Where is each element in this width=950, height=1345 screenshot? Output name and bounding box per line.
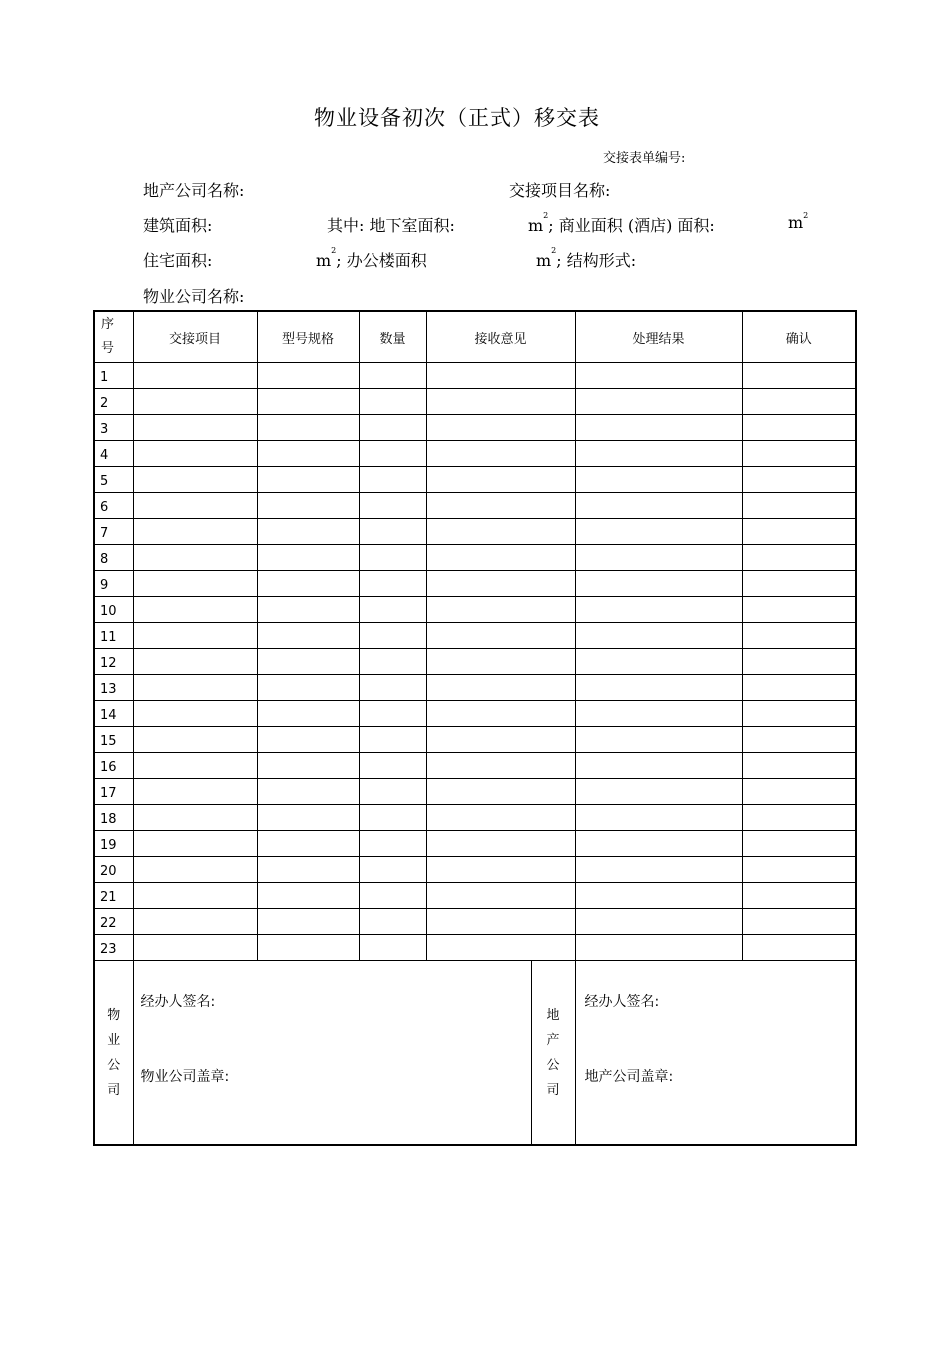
row-number: 6: [94, 493, 133, 519]
table-row: [94, 415, 856, 441]
row-number: 23: [94, 935, 133, 961]
confirm-cell[interactable]: [742, 571, 856, 597]
confirm-cell[interactable]: [742, 727, 856, 753]
table-row: [94, 467, 856, 493]
result-cell[interactable]: [575, 883, 742, 909]
quantity-cell[interactable]: [359, 701, 426, 727]
opinion-cell[interactable]: [426, 805, 575, 831]
project-name-label: 交接项目名称:: [509, 181, 611, 200]
confirm-cell[interactable]: [742, 441, 856, 467]
quantity-cell[interactable]: [359, 571, 426, 597]
building-area-label: 建筑面积:: [143, 216, 213, 235]
confirm-cell[interactable]: [742, 779, 856, 805]
model-cell[interactable]: [257, 883, 359, 909]
property-signature-cell[interactable]: [133, 961, 531, 1146]
model-cell[interactable]: [257, 727, 359, 753]
table-row: [94, 649, 856, 675]
quantity-cell[interactable]: [359, 779, 426, 805]
confirm-cell[interactable]: [742, 805, 856, 831]
quantity-cell[interactable]: [359, 727, 426, 753]
quantity-cell[interactable]: [359, 649, 426, 675]
opinion-cell[interactable]: [426, 493, 575, 519]
quantity-cell[interactable]: [359, 363, 426, 389]
header-result: 处理结果: [575, 311, 742, 363]
row-number: 13: [94, 675, 133, 701]
item-cell[interactable]: [133, 909, 257, 935]
item-cell[interactable]: [133, 701, 257, 727]
item-cell[interactable]: [133, 779, 257, 805]
result-cell[interactable]: [575, 441, 742, 467]
table-row: [94, 545, 856, 571]
quantity-cell[interactable]: [359, 623, 426, 649]
table-row: [94, 805, 856, 831]
header-model: 型号规格: [257, 311, 359, 363]
opinion-cell[interactable]: [426, 935, 575, 961]
table-row: [94, 883, 856, 909]
result-cell[interactable]: [575, 415, 742, 441]
opinion-cell[interactable]: [426, 701, 575, 727]
item-cell[interactable]: [133, 649, 257, 675]
result-cell[interactable]: [575, 753, 742, 779]
model-cell[interactable]: [257, 493, 359, 519]
confirm-cell[interactable]: [742, 623, 856, 649]
item-cell[interactable]: [133, 441, 257, 467]
form-number-label: 交接表单编号:: [603, 151, 686, 166]
developer-seal-label: 地产公司盖章:: [584, 1069, 674, 1085]
developer-agent-signature-label: 经办人签名:: [584, 994, 660, 1010]
result-cell[interactable]: [575, 675, 742, 701]
signature-row: [94, 961, 856, 1146]
quantity-cell[interactable]: [359, 389, 426, 415]
result-cell[interactable]: [575, 935, 742, 961]
model-cell[interactable]: [257, 415, 359, 441]
result-cell[interactable]: [575, 831, 742, 857]
quantity-cell[interactable]: [359, 935, 426, 961]
quantity-cell[interactable]: [359, 909, 426, 935]
model-cell[interactable]: [257, 779, 359, 805]
confirm-cell[interactable]: [742, 467, 856, 493]
quantity-cell[interactable]: [359, 493, 426, 519]
item-cell[interactable]: [133, 415, 257, 441]
opinion-cell[interactable]: [426, 727, 575, 753]
item-cell[interactable]: [133, 597, 257, 623]
result-cell[interactable]: [575, 519, 742, 545]
row-number: 21: [94, 883, 133, 909]
opinion-cell[interactable]: [426, 545, 575, 571]
row-number: 4: [94, 441, 133, 467]
model-cell[interactable]: [257, 935, 359, 961]
row-number: 16: [94, 753, 133, 779]
model-cell[interactable]: [257, 623, 359, 649]
opinion-cell[interactable]: [426, 779, 575, 805]
table-row: [94, 935, 856, 961]
model-cell[interactable]: [257, 857, 359, 883]
row-number: 14: [94, 701, 133, 727]
table-row: [94, 831, 856, 857]
result-cell[interactable]: [575, 545, 742, 571]
model-cell[interactable]: [257, 571, 359, 597]
confirm-cell[interactable]: [742, 389, 856, 415]
property-company-label: 物业公司名称:: [143, 287, 245, 306]
quantity-cell[interactable]: [359, 753, 426, 779]
confirm-cell[interactable]: [742, 831, 856, 857]
confirm-cell[interactable]: [742, 519, 856, 545]
header-opinion: 接收意见: [426, 311, 575, 363]
basement-area-unit: $m^2$; 商业面积 (酒店) 面积:: [528, 211, 715, 235]
opinion-cell[interactable]: [426, 597, 575, 623]
model-cell[interactable]: [257, 389, 359, 415]
office-area-label: ; 办公楼面积: [336, 251, 427, 270]
item-cell[interactable]: [133, 363, 257, 389]
row-number: 11: [94, 623, 133, 649]
quantity-cell[interactable]: [359, 831, 426, 857]
row-number: 9: [94, 571, 133, 597]
quantity-cell[interactable]: [359, 467, 426, 493]
result-cell[interactable]: [575, 727, 742, 753]
residential-area-unit: $m^2$; 办公楼面积: [316, 246, 427, 270]
quantity-cell[interactable]: [359, 675, 426, 701]
row-number: 18: [94, 805, 133, 831]
confirm-cell[interactable]: [742, 545, 856, 571]
item-cell[interactable]: [133, 883, 257, 909]
row-number: 3: [94, 415, 133, 441]
item-cell[interactable]: [133, 727, 257, 753]
item-cell[interactable]: [133, 571, 257, 597]
table-row: [94, 779, 856, 805]
header-confirm: 确认: [742, 311, 856, 363]
quantity-cell[interactable]: [359, 441, 426, 467]
quantity-cell[interactable]: [359, 519, 426, 545]
commercial-area-label: ; 商业面积 (酒店) 面积:: [548, 216, 715, 235]
row-number: 8: [94, 545, 133, 571]
opinion-cell[interactable]: [426, 857, 575, 883]
result-cell[interactable]: [575, 363, 742, 389]
table-row: [94, 701, 856, 727]
opinion-cell[interactable]: [426, 519, 575, 545]
opinion-cell[interactable]: [426, 389, 575, 415]
model-cell[interactable]: [257, 675, 359, 701]
item-cell[interactable]: [133, 467, 257, 493]
model-cell[interactable]: [257, 701, 359, 727]
table-row: [94, 389, 856, 415]
row-number: 20: [94, 857, 133, 883]
result-cell[interactable]: [575, 597, 742, 623]
result-cell[interactable]: [575, 389, 742, 415]
quantity-cell[interactable]: [359, 597, 426, 623]
opinion-cell[interactable]: [426, 753, 575, 779]
table-row: [94, 857, 856, 883]
result-cell[interactable]: [575, 701, 742, 727]
confirm-cell[interactable]: [742, 701, 856, 727]
handover-table: [93, 310, 857, 1146]
developer-vertical-label: 地 产 公 司: [531, 961, 575, 1146]
opinion-cell[interactable]: [426, 441, 575, 467]
confirm-cell[interactable]: [742, 649, 856, 675]
model-cell[interactable]: [257, 545, 359, 571]
item-cell[interactable]: [133, 831, 257, 857]
table-row: [94, 441, 856, 467]
table-row: [94, 753, 856, 779]
table-row: [94, 623, 856, 649]
confirm-cell[interactable]: [742, 493, 856, 519]
model-cell[interactable]: [257, 519, 359, 545]
confirm-cell[interactable]: [742, 909, 856, 935]
row-number: 2: [94, 389, 133, 415]
row-number: 19: [94, 831, 133, 857]
table-row: [94, 571, 856, 597]
result-cell[interactable]: [575, 571, 742, 597]
confirm-cell[interactable]: [742, 857, 856, 883]
row-number: 17: [94, 779, 133, 805]
model-cell[interactable]: [257, 363, 359, 389]
table-row: [94, 363, 856, 389]
commercial-area-unit: $m^2$: [788, 211, 809, 232]
table-row: [94, 519, 856, 545]
opinion-cell[interactable]: [426, 571, 575, 597]
basement-area-label: 其中: 地下室面积:: [327, 216, 455, 235]
quantity-cell[interactable]: [359, 857, 426, 883]
result-cell[interactable]: [575, 779, 742, 805]
model-cell[interactable]: [257, 805, 359, 831]
model-cell[interactable]: [257, 753, 359, 779]
item-cell[interactable]: [133, 493, 257, 519]
row-number: 10: [94, 597, 133, 623]
confirm-cell[interactable]: [742, 883, 856, 909]
confirm-cell[interactable]: [742, 753, 856, 779]
row-number: 1: [94, 363, 133, 389]
row-number: 12: [94, 649, 133, 675]
model-cell[interactable]: [257, 597, 359, 623]
item-cell[interactable]: [133, 389, 257, 415]
result-cell[interactable]: [575, 857, 742, 883]
confirm-cell[interactable]: [742, 415, 856, 441]
page-title: 物业设备初次（正式）移交表: [314, 106, 600, 130]
table-row: [94, 493, 856, 519]
opinion-cell[interactable]: [426, 909, 575, 935]
property-agent-signature-label: 经办人签名:: [140, 994, 216, 1010]
opinion-cell[interactable]: [426, 467, 575, 493]
quantity-cell[interactable]: [359, 415, 426, 441]
residential-area-label: 住宅面积:: [143, 251, 213, 270]
opinion-cell[interactable]: [426, 675, 575, 701]
opinion-cell[interactable]: [426, 831, 575, 857]
property-seal-label: 物业公司盖章:: [140, 1069, 230, 1085]
confirm-cell[interactable]: [742, 935, 856, 961]
model-cell[interactable]: [257, 467, 359, 493]
structure-label: ; 结构形式:: [556, 251, 637, 270]
opinion-cell[interactable]: [426, 363, 575, 389]
opinion-cell[interactable]: [426, 623, 575, 649]
result-cell[interactable]: [575, 805, 742, 831]
opinion-cell[interactable]: [426, 415, 575, 441]
result-cell[interactable]: [575, 467, 742, 493]
table-row: [94, 597, 856, 623]
item-cell[interactable]: [133, 935, 257, 961]
quantity-cell[interactable]: [359, 883, 426, 909]
result-cell[interactable]: [575, 649, 742, 675]
table-row: [94, 675, 856, 701]
model-cell[interactable]: [257, 441, 359, 467]
item-cell[interactable]: [133, 805, 257, 831]
row-number: 7: [94, 519, 133, 545]
item-cell[interactable]: [133, 519, 257, 545]
confirm-cell[interactable]: [742, 597, 856, 623]
model-cell[interactable]: [257, 909, 359, 935]
result-cell[interactable]: [575, 623, 742, 649]
header-seq: 序 号: [94, 311, 133, 363]
row-number: 22: [94, 909, 133, 935]
opinion-cell[interactable]: [426, 649, 575, 675]
item-cell[interactable]: [133, 857, 257, 883]
item-cell[interactable]: [133, 675, 257, 701]
model-cell[interactable]: [257, 831, 359, 857]
row-number: 15: [94, 727, 133, 753]
confirm-cell[interactable]: [742, 675, 856, 701]
table-row: [94, 727, 856, 753]
quantity-cell[interactable]: [359, 805, 426, 831]
developer-signature-cell[interactable]: [575, 961, 856, 1146]
confirm-cell[interactable]: [742, 363, 856, 389]
item-cell[interactable]: [133, 545, 257, 571]
row-number: 5: [94, 467, 133, 493]
model-cell[interactable]: [257, 649, 359, 675]
office-area-unit: $m^2$; 结构形式:: [536, 246, 637, 270]
developer-name-label: 地产公司名称:: [143, 181, 245, 200]
opinion-cell[interactable]: [426, 883, 575, 909]
result-cell[interactable]: [575, 909, 742, 935]
item-cell[interactable]: [133, 623, 257, 649]
header-item: 交接项目: [133, 311, 257, 363]
item-cell[interactable]: [133, 753, 257, 779]
table-row: [94, 909, 856, 935]
header-quantity: 数量: [359, 311, 426, 363]
quantity-cell[interactable]: [359, 545, 426, 571]
table-header-row: [94, 311, 856, 363]
result-cell[interactable]: [575, 493, 742, 519]
property-company-vertical-label: 物 业 公 司: [94, 961, 133, 1146]
